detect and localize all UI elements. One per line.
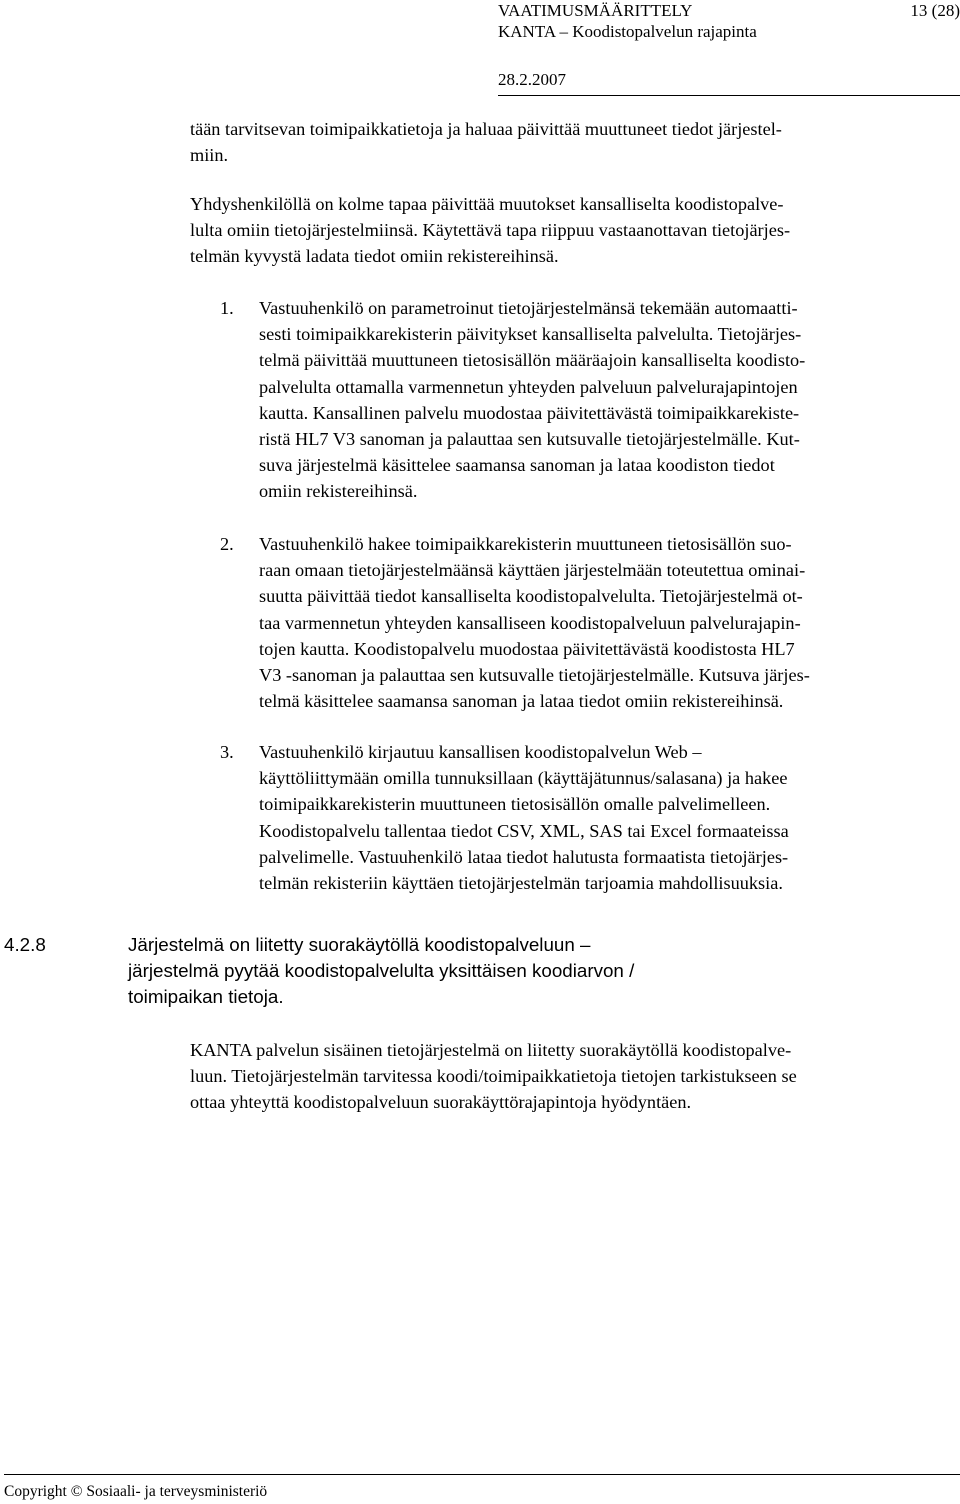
copyright-text: Copyright © Sosiaali- ja terveysministeriö: [4, 1483, 268, 1500]
section-number: 4.2.8: [4, 934, 46, 955]
list-item-number: 3.: [220, 742, 234, 762]
text-line: ottaa yhteyttä koodistopalveluun suorakäyttörajapintoja hyödyntäen.: [190, 1092, 692, 1113]
text-line: tojen kautta. Koodistopalvelu muodostaa päivitettävästä koodistosta HL7: [259, 638, 795, 659]
text-line: telmän kyvystä ladata tiedot omiin rekistereihinsä.: [190, 246, 559, 267]
text-line: suutta päivittää tiedot kansalliselta koodistopalvelulta. Tietojärjestelmä ot-: [259, 586, 803, 607]
page-footer: [4, 1474, 960, 1500]
text-line: kautta. Kansallinen palvelu muodostaa päivitettävästä toimipaikkarekiste-: [259, 402, 800, 423]
text-line: Vastuuhenkilö kirjautuu kansallisen koodistopalvelun Web –: [259, 742, 702, 762]
text-line: Yhdyshenkilöllä on kolme tapaa päivittää muutokset kansalliselta koodistopalve-: [190, 194, 784, 214]
document-title: VAATIMUSMÄÄRITTELY: [498, 1, 693, 20]
text-line: taa varmennetun yhteyden kansalliseen koodistopalveluun palvelurajapin-: [259, 612, 801, 633]
text-line: raan omaan tietojärjestelmäänsä käyttäen järjestelmään toteutettua ominai-: [259, 560, 806, 581]
text-line: käyttöliittymään omilla tunnuksillaan (käyttäjätunnus/salasana) ja hakee: [259, 768, 788, 789]
list-item-number: 1.: [220, 298, 234, 318]
heading-line: toimipaikan tietoja.: [128, 986, 284, 1007]
page-header: [498, 0, 960, 96]
text-line: toimipaikkarekisterin muuttuneen tietosisällön omalle palvelimelleen.: [259, 794, 771, 815]
text-line: V3 -sanoman ja palauttaa sen kutsuvalle tietojärjestelmälle. Kutsuva järjes-: [259, 665, 810, 686]
text-line: suva järjestelmä käsittelee saamansa sanoman ja lataa koodiston tiedot: [259, 455, 775, 476]
text-line: telmä päivittää muuttuneen tietosisällön määräajoin kansalliselta koodisto-: [259, 350, 806, 371]
text-line: omiin rekistereihinsä.: [259, 481, 418, 502]
text-line: Koodistopalvelu tallentaa tiedot CSV, XML, SAS tai Excel formaateissa: [259, 820, 789, 841]
text-line: KANTA palvelun sisäinen tietojärjestelmä on liitetty suorakäytöllä koodistopalve-: [190, 1040, 792, 1060]
text-line: miin.: [190, 145, 229, 166]
text-line: palvelulta ottamalla varmennetun yhteyden palveluun palvelurajapintojen: [259, 376, 798, 397]
document-date: 28.2.2007: [498, 70, 566, 89]
section-title: [128, 932, 634, 1010]
list-item-number: 2.: [220, 534, 234, 554]
text-line: ristä HL7 V3 sanoman ja palauttaa sen kutsuvalle tietojärjestelmälle. Kut-: [259, 429, 800, 450]
text-line: luun. Tietojärjestelmän tarvitessa koodi/toimipaikkatietoja tietojen tarkistukseen se: [190, 1066, 797, 1087]
text-line: telmä käsittelee saamansa sanoman ja lataa tiedot omiin rekistereihinsä.: [259, 691, 784, 712]
list-item-body: [259, 739, 789, 896]
text-line: palvelimelle. Vastuuhenkilö lataa tiedot halutusta formaatista tietojärjes-: [259, 846, 789, 867]
text-line: telmän rekisteriin käyttäen tietojärjestelmän tarjoamia mahdollisuuksia.: [259, 873, 783, 894]
list-item-body: [259, 531, 810, 714]
text-line: sesti toimipaikkarekisterin päivitykset kansalliselta palvelulta. Tietojärjes-: [259, 324, 802, 345]
page-number: 13 (28): [910, 1, 960, 20]
paragraph: [190, 116, 960, 168]
heading-line: Järjestelmä on liitetty suorakäytöllä koodistopalveluun –: [128, 934, 591, 955]
paragraph: [190, 191, 960, 270]
paragraph: [190, 1037, 960, 1116]
text-line: Vastuuhenkilö on parametroinut tietojärjestelmänsä tekemään automaatti-: [259, 298, 798, 318]
list-item-body: [259, 295, 805, 505]
text-line: tään tarvitsevan toimipaikkatietoja ja haluaa päivittää muuttuneet tiedot järjestel-: [190, 119, 782, 139]
text-line: lulta omiin tietojärjestelmiinsä. Käytettävä tapa riippuu vastaanottavan tietojärjes-: [190, 220, 791, 241]
document-subtitle: KANTA – Koodistopalvelun rajapinta: [498, 22, 757, 41]
text-line: Vastuuhenkilö hakee toimipaikkarekisterin muuttuneen tietosisällön suo-: [259, 534, 792, 554]
heading-line: järjestelmä pyytää koodistopalvelulta yksittäisen koodiarvon /: [128, 960, 635, 981]
